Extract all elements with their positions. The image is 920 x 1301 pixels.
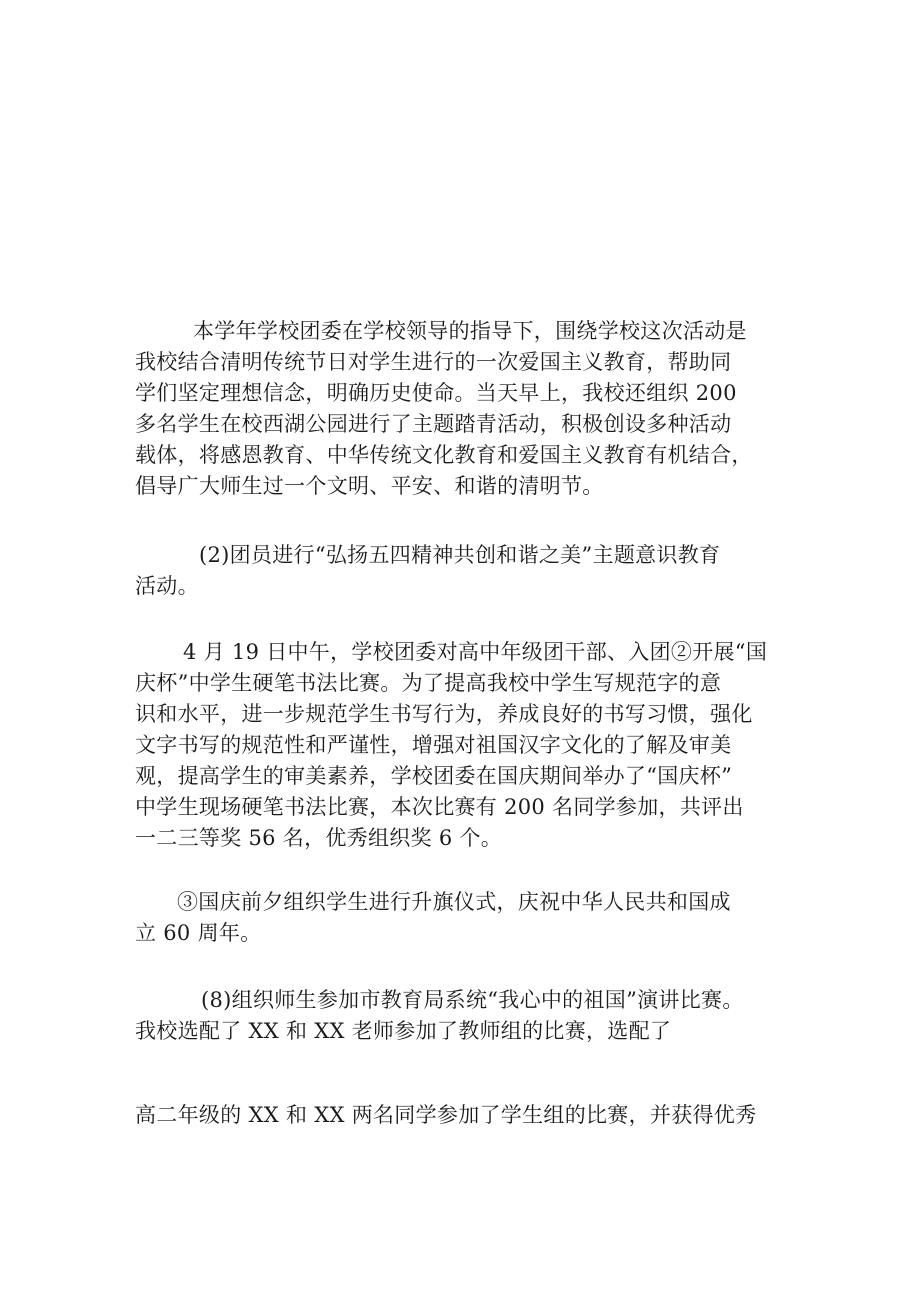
paragraph-line: 载体，将感恩教育、中华传统文化教育和爱国主义教育有机结合， [135, 443, 753, 467]
paragraph-flag-ceremony [135, 887, 790, 949]
paragraph-line: 中学生现场硬笔书法比赛，本次比赛有 200 名同学参加，共评出 [135, 795, 744, 819]
paragraph-school-activities [135, 316, 790, 502]
paragraph-line: 立 60 周年。 [135, 921, 262, 945]
paragraph-line: 倡导广大师生过一个文明、平安、和谐的清明节。 [135, 474, 604, 498]
paragraph-line: 庆杯”中学生硬笔书法比赛。为了提高我校中学生写规范字的意 [135, 671, 722, 695]
paragraph-line: (8)组织师生参加市教育局系统“我心中的祖国”演讲比赛。 [201, 988, 744, 1012]
paragraph-line: (2)团员进行“弘扬五四精神共创和谐之美”主题意识教育 [199, 543, 721, 567]
paragraph-line: 高二年级的 XX 和 XX 两名同学参加了学生组的比赛，并获得优秀 [135, 1103, 757, 1127]
paragraph-line: 活动。 [135, 574, 199, 598]
paragraph-line: 识和水平，进一步规范学生书写行为，养成良好的书写习惯，强化 [135, 702, 753, 726]
paragraph-line: ③国庆前夕组织学生进行升旗仪式，庆祝中华人民共和国成 [177, 890, 731, 914]
paragraph-line: 本学年学校团委在学校领导的指导下，围绕学校这次活动是 [193, 319, 747, 343]
paragraph-speech-contest [135, 985, 790, 1047]
paragraph-line: 多名学生在校西湖公园进行了主题踏青活动，积极创设多种活动 [135, 412, 732, 436]
paragraph-line: 一二三等奖 56 名，优秀组织奖 6 个。 [135, 826, 503, 850]
paragraph-calligraphy-contest [135, 637, 790, 854]
paragraph-line: 学们坚定理想信念，明确历史使命。当天早上，我校还组织 200 [135, 381, 737, 405]
paragraph-may-fourth-education [135, 540, 790, 602]
paragraph-line: 我校结合清明传统节日对学生进行的一次爱国主义教育，帮助同 [135, 350, 732, 374]
paragraph-student-group [135, 1100, 790, 1131]
paragraph-line: 文字书写的规范性和严谨性，增强对祖国汉字文化的了解及审美 [135, 733, 732, 757]
paragraph-line: 4 月 19 日中午，学校团委对高中年级团干部、入团②开展“国 [183, 640, 768, 664]
paragraph-line: 观，提高学生的审美素养，学校团委在国庆期间举办了“国庆杯” [135, 764, 733, 788]
paragraph-line: 我校选配了 XX 和 XX 老师参加了教师组的比赛，选配了 [135, 1019, 672, 1043]
